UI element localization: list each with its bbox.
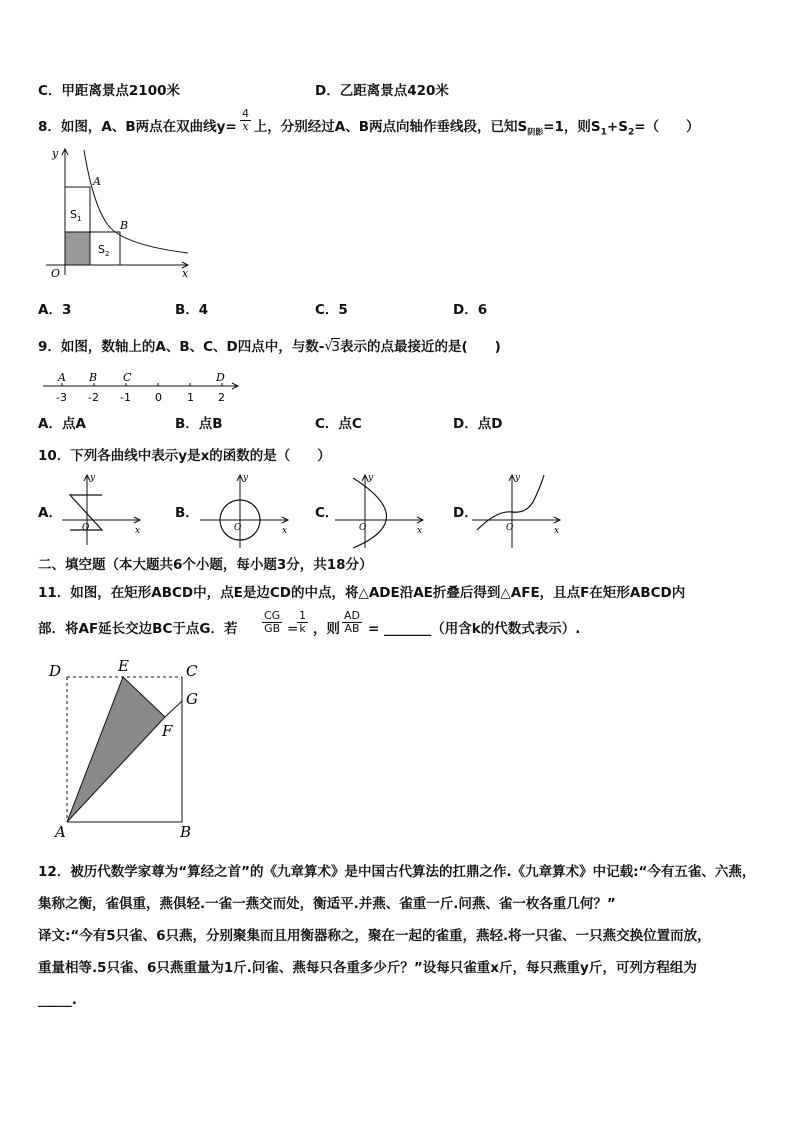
q8-fraction: $\frac{4}{x}$: [242, 107, 249, 133]
q11-figure: [45, 655, 215, 840]
q8-fig-o: O: [51, 267, 61, 280]
q8-fig-y: y: [52, 147, 59, 160]
svg-text:O: O: [359, 523, 367, 533]
svg-text:y: y: [243, 473, 249, 483]
q11-then: ，则: [313, 621, 340, 637]
q11-fig-c: C: [186, 662, 198, 680]
q10-label-b: B．: [175, 505, 199, 521]
q9-tick-label: 1: [187, 391, 194, 404]
svg-text:x: x: [417, 526, 423, 536]
q9-label-d: D: [216, 371, 225, 384]
q12-line5: _____.: [38, 992, 77, 1008]
q11-fig-g: G: [186, 690, 198, 708]
svg-text:x: x: [554, 526, 560, 536]
q11-line1: 11．如图，在矩形ABCD中，点E是边CD的中点，将△ADE沿AE折叠后得到△AFE，且点F在矩形ABCD内: [38, 585, 686, 601]
svg-text:x: x: [282, 526, 288, 536]
q10-label-c: C．: [315, 505, 339, 521]
svg-text:y: y: [90, 473, 96, 483]
svg-text:O: O: [506, 523, 514, 533]
q9-tick-label: 2: [218, 391, 225, 404]
q9-stem: 9．如图，数轴上的A、B、C、D四点中，与数- √ 3表示的点最接近的是( ): [38, 338, 501, 355]
q11-frac-1-k: $\frac{1}{k}$: [299, 609, 306, 635]
q8-fig-s2: $S_2$: [98, 243, 110, 258]
q10-graph-d: [472, 470, 562, 550]
q12-line4: 重量相等.5只雀、6只燕重量为1斤.问雀、燕每只各重多少斤？”设每只雀重x斤，每只燕重y斤，可列方程组为: [38, 960, 697, 976]
q12-line3: 译文:“今有5只雀、6只燕，分别聚集而且用衡器称之，聚在一起的雀重，燕轻.将一只雀、一只燕交换位置而放，: [38, 928, 711, 944]
q11-frac-ad-ab: $\frac{AD}{AB}$: [344, 609, 360, 635]
q11-eq: =: [287, 621, 299, 637]
q10-graph-a: [62, 470, 142, 550]
q11-fig-f: F: [162, 722, 173, 740]
q8-fig-x: x: [182, 267, 189, 280]
q12-line1: 12．被历代数学家尊为“算经之首”的《九章算术》是中国古代算法的扛鼎之作.《九章算术》中记载:“今有五雀、六燕，: [38, 864, 756, 880]
q9-option-c: C．点C: [315, 416, 362, 432]
q8-figure: [38, 145, 198, 285]
q9-label-a: A: [58, 371, 66, 384]
q10-label-d: D．: [453, 505, 478, 521]
q11-answer: = _______（用含k的代数式表示）.: [368, 621, 581, 637]
svg-text:O: O: [234, 523, 242, 533]
q10-label-a: A．: [38, 505, 62, 521]
q11-fig-d: D: [49, 662, 62, 680]
q8-option-d: D．6: [453, 302, 488, 318]
q12-line2: 集称之衡，雀俱重，燕俱轻.一雀一燕交而处，衡适平.并燕、雀重一斤.问燕、雀一枚各重几何？”: [38, 896, 616, 912]
q11-line2-a: 部．将AF延长交边BC于点G．若: [38, 621, 238, 637]
q8-fig-a: A: [93, 175, 101, 188]
q11-fig-e: E: [118, 657, 129, 675]
q10-stem: 10．下列各曲线中表示y是x的函数的是（ ）: [38, 448, 331, 464]
q8-stem: 8．如图，A、B两点在双曲线y= 上，分别经过A、B两点向轴作垂线段，已知$S_{阴影}=1$，则$S_1+S_2=$（ ）: [38, 119, 700, 138]
q9-number-line: [38, 368, 248, 404]
q9-label-c: C: [123, 371, 132, 384]
q9-tick-label: -3: [56, 391, 67, 404]
svg-text:O: O: [82, 523, 90, 533]
q9-tick-label: -2: [88, 391, 99, 404]
q7-option-c: C．甲距离景点2100米: [38, 83, 180, 99]
svg-text:y: y: [515, 473, 521, 483]
q9-option-a: A．点A: [38, 416, 86, 432]
q11-frac-cg-gb: $\frac{CG}{GB}$: [264, 609, 281, 635]
q8-option-c: C．5: [315, 302, 348, 318]
q9-option-d: D．点D: [453, 416, 503, 432]
q11-fig-a: A: [55, 823, 66, 841]
q9-tick-label: 0: [155, 391, 162, 404]
q9-option-b: B．点B: [175, 416, 223, 432]
q11-fig-b: B: [180, 823, 192, 841]
q8-option-b: B．4: [175, 302, 209, 318]
q8-fig-b: B: [120, 219, 129, 232]
svg-text:y: y: [368, 473, 374, 483]
section-title: 二、填空题（本大题共6个小题，每小题3分，共18分）: [38, 557, 373, 573]
svg-text:x: x: [135, 526, 141, 536]
q8-option-a: A．3: [38, 302, 72, 318]
q10-graph-c: [335, 470, 425, 550]
q9-tick-label: -1: [120, 391, 131, 404]
q9-label-b: B: [89, 371, 98, 384]
q8-fig-s1: $S_1$: [70, 208, 82, 223]
q7-option-d: D．乙距离景点420米: [315, 83, 449, 99]
q10-graph-b: [200, 470, 290, 550]
